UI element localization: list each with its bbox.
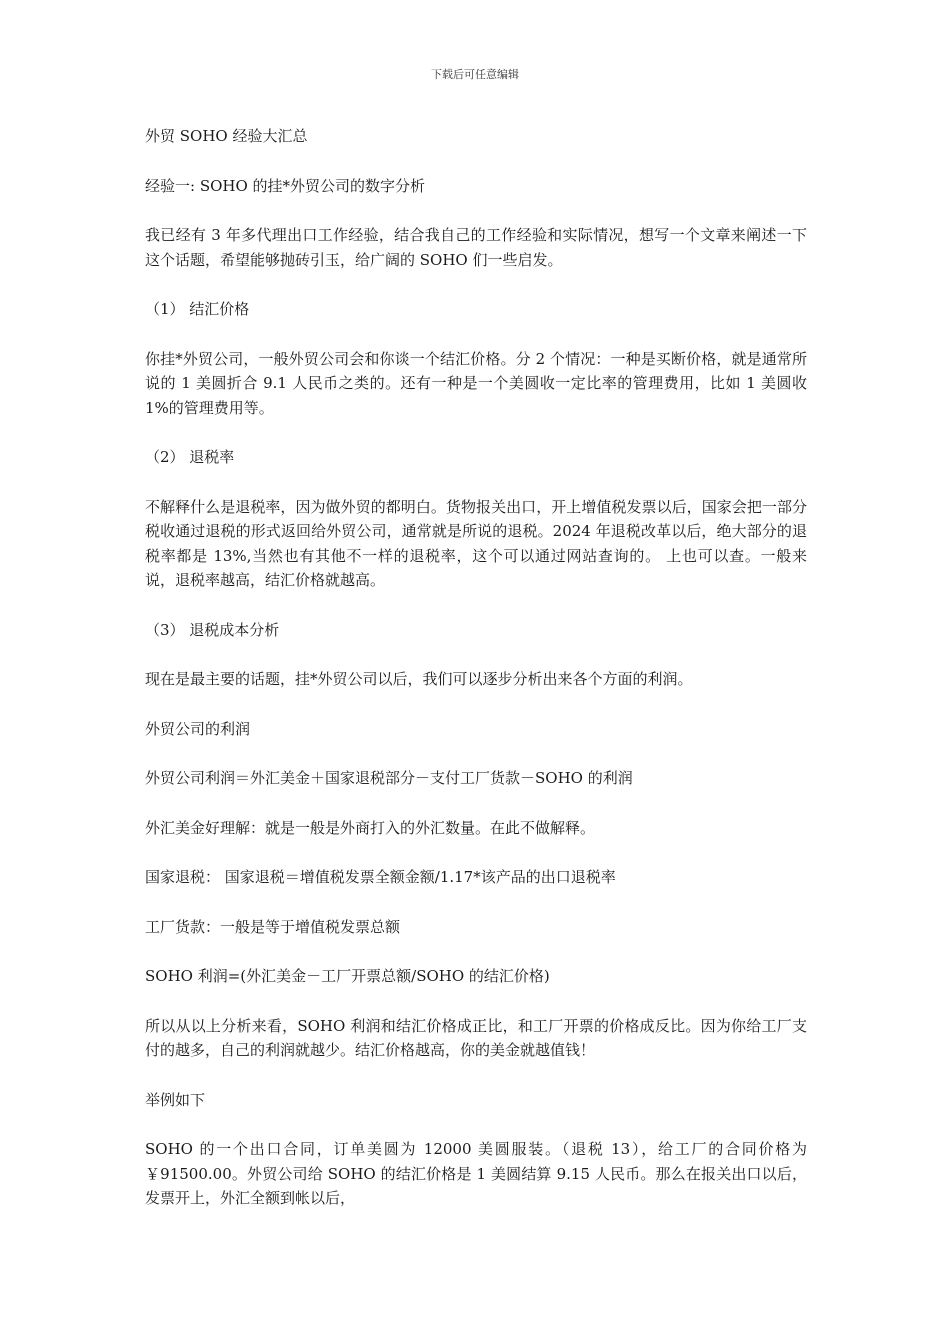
paragraph: 工厂货款：一般是等于增值税发票总额 <box>145 917 401 936</box>
paragraph: 所以从以上分析来看，SOHO 利润和结汇价格成正比，和工厂开票的价格成反比。因为你给工厂支付的越多，自己的利润就越少。结汇价格越高，你的美金就越值钱！ <box>145 1016 807 1059</box>
paragraph: 你挂*外贸公司，一般外贸公司会和你谈一个结汇价格。分 2 个情况：一种是买断价格，就是通常所说的 1 美圆折合 9.1 人民币之类的。还有一种是一个美圆收一定比率的管理费用，比如 1 美圆收 1%的管理费用等。 <box>145 349 807 417</box>
subsection-heading: （3） 退税成本分析 <box>145 620 280 639</box>
paragraph: 我已经有 3 年多代理出口工作经验，结合我自己的工作经验和实际情况，想写一个文章来阐述一下这个话题，希望能够抛砖引玉，给广阔的 SOHO 们一些启发。 <box>145 226 807 269</box>
paragraph: 外贸公司的利润 <box>145 719 251 738</box>
paragraph: SOHO 的一个出口合同，订单美圆为 12000 美圆服装。（退税 13），给工厂的合同价格为￥91500.00。外贸公司给 SOHO 的结汇价格是 1 美圆结算 9.15 人民币。那么在报关出口以后，发票开上，外汇全额到帐以后， <box>145 1140 807 1207</box>
document-body <box>145 124 807 1236</box>
formula-line: SOHO 利润=(外汇美金－工厂开票总额/SOHO 的结汇价格) <box>145 967 550 985</box>
formula-line: 国家退税： 国家退税＝增值税发票全额金额/1.17*该产品的出口退税率 <box>145 868 616 886</box>
paragraph: 外汇美金好理解：就是一般是外商打入的外汇数量。在此不做解释。 <box>145 818 596 837</box>
formula-line: 外贸公司利润＝外汇美金＋国家退税部分－支付工厂货款－SOHO 的利润 <box>145 769 633 787</box>
subsection-heading: （1） 结汇价格 <box>145 300 250 318</box>
section-heading: 经验一: SOHO 的挂*外贸公司的数字分析 <box>145 176 426 195</box>
paragraph: 举例如下 <box>145 1090 206 1109</box>
subsection-heading: （2） 退税率 <box>145 448 235 466</box>
document-title: 外贸 SOHO 经验大汇总 <box>145 127 308 145</box>
page-header-note: 下载后可任意编辑 <box>431 68 519 81</box>
paragraph: 现在是最主要的话题，挂*外贸公司以后，我们可以逐步分析出来各个方面的利润。 <box>145 670 693 688</box>
paragraph: 不解释什么是退税率，因为做外贸的都明白。货物报关出口，开上增值税发票以后，国家会把一部分税收通过退税的形式返回给外贸公司，通常就是所说的退税。2024 年退税改革以后，绝大部分的退税率都是 13%,当然也有其他不一样的退税率，这个可以通过网站查询的。 上也可以查。一般来说，退税率越高，结汇价格就越高。 <box>145 497 807 589</box>
